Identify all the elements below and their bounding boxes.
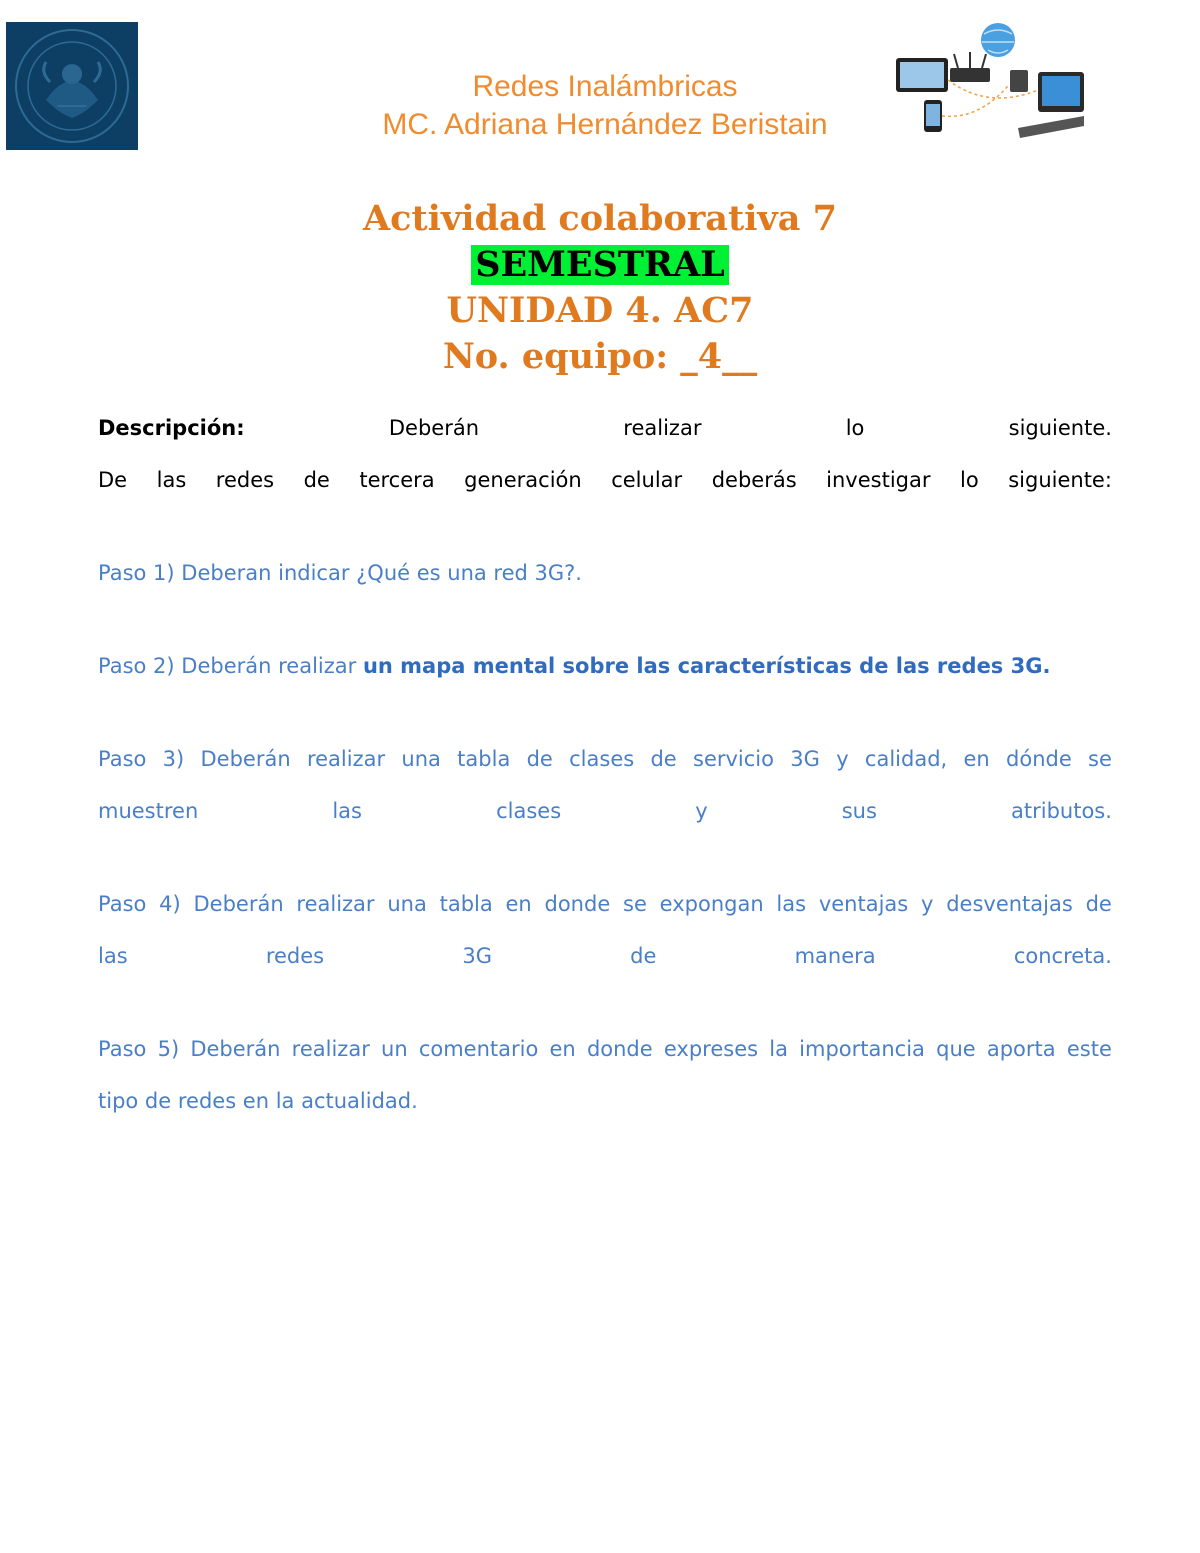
word: Deberán xyxy=(190,1037,281,1061)
activity-title: Actividad colaborativa 7 xyxy=(363,198,837,239)
description-line-1 xyxy=(98,402,1112,454)
word: dónde xyxy=(1006,747,1072,771)
word: De xyxy=(98,468,128,492)
word: aporta xyxy=(986,1037,1056,1061)
word: tabla xyxy=(439,892,493,916)
unit-title: UNIDAD 4. AC7 xyxy=(446,290,754,331)
word: una xyxy=(401,747,441,771)
course-title: Redes Inalámbricas xyxy=(472,70,738,103)
word: 4) xyxy=(159,892,181,916)
word: muestren xyxy=(98,799,199,823)
word: en xyxy=(549,1037,576,1061)
word: y xyxy=(836,747,849,771)
step-2-prefix: Paso 2) Deberán realizar xyxy=(98,654,357,678)
word: expreses xyxy=(663,1037,759,1061)
word: tabla xyxy=(457,747,511,771)
step-2 xyxy=(98,640,1112,692)
word: realizar xyxy=(296,892,375,916)
teacher-name: MC. Adriana Hernández Beristain xyxy=(382,108,828,141)
step-1: Paso 1) Deberan indicar ¿Qué es una red 3G?. xyxy=(98,561,582,585)
word: las xyxy=(156,468,187,492)
word: celular xyxy=(611,468,683,492)
word: este xyxy=(1066,1037,1112,1061)
word: donde xyxy=(544,892,611,916)
description-line-2 xyxy=(98,454,1112,506)
step-4-line-2 xyxy=(98,930,1112,982)
word: siguiente. xyxy=(1008,416,1112,440)
word: realizar xyxy=(291,1037,370,1061)
word: realizar xyxy=(623,416,702,440)
word: atributos. xyxy=(1011,799,1112,823)
word: Paso xyxy=(98,747,147,771)
word: en xyxy=(963,747,990,771)
word: clases xyxy=(496,799,562,823)
activity-content xyxy=(98,402,1112,1127)
word: de xyxy=(630,944,657,968)
word: la xyxy=(769,1037,788,1061)
word: 3G xyxy=(790,747,820,771)
word: Paso xyxy=(98,1037,147,1061)
word: Deberán xyxy=(200,747,291,771)
word: donde xyxy=(586,1037,653,1061)
semester-label-line xyxy=(0,242,1200,288)
word: las xyxy=(332,799,362,823)
word: un xyxy=(381,1037,408,1061)
word: redes xyxy=(215,468,275,492)
step-3-line-2 xyxy=(98,785,1112,837)
word: importancia xyxy=(799,1037,925,1061)
word: y xyxy=(921,892,934,916)
step-2-bold: un mapa mental sobre las características de las redes 3G. xyxy=(362,654,1051,678)
word: ventajas xyxy=(818,892,909,916)
word: de xyxy=(303,468,330,492)
team-number: No. equipo: _4__ xyxy=(442,336,758,377)
word: expongan xyxy=(659,892,764,916)
word: desventajas xyxy=(946,892,1073,916)
word: investigar xyxy=(826,468,931,492)
word: realizar xyxy=(306,747,386,771)
word: en xyxy=(505,892,532,916)
word: de xyxy=(526,747,553,771)
step-5-line-2: tipo de redes en la actualidad. xyxy=(98,1089,418,1113)
word: clases xyxy=(569,747,635,771)
word: 3G xyxy=(462,944,492,968)
word: las xyxy=(776,892,807,916)
step-4-line-1 xyxy=(98,878,1112,930)
step-5-line-1 xyxy=(98,1023,1112,1075)
word: manera xyxy=(794,944,876,968)
word: siguiente: xyxy=(1008,468,1112,492)
word: 3) xyxy=(162,747,185,771)
word: de xyxy=(1085,892,1112,916)
word: comentario xyxy=(418,1037,539,1061)
word: calidad, xyxy=(864,747,948,771)
document-header xyxy=(0,0,1200,160)
word: deberás xyxy=(711,468,797,492)
word: se xyxy=(623,892,647,916)
word: una xyxy=(387,892,427,916)
word: lo xyxy=(845,416,865,440)
description-label: Descripción: xyxy=(98,416,245,440)
step-3-line-1 xyxy=(98,733,1112,785)
semester-label: SEMESTRAL xyxy=(471,245,729,285)
word: 5) xyxy=(157,1037,180,1061)
word: las xyxy=(98,944,128,968)
word: se xyxy=(1088,747,1112,771)
word: y xyxy=(695,799,708,823)
word: Deberán xyxy=(388,416,480,440)
university-seal-icon xyxy=(6,22,138,150)
word: servicio xyxy=(693,747,774,771)
word: lo xyxy=(960,468,979,492)
word: Deberán xyxy=(193,892,284,916)
word: tercera xyxy=(359,468,435,492)
word: Paso xyxy=(98,892,147,916)
word: concreta. xyxy=(1013,944,1112,968)
word: generación xyxy=(464,468,582,492)
word: redes xyxy=(265,944,325,968)
activity-titles xyxy=(0,196,1200,380)
word: que xyxy=(936,1037,976,1061)
word: de xyxy=(650,747,677,771)
network-devices-illustration xyxy=(888,20,1090,146)
word: sus xyxy=(841,799,877,823)
